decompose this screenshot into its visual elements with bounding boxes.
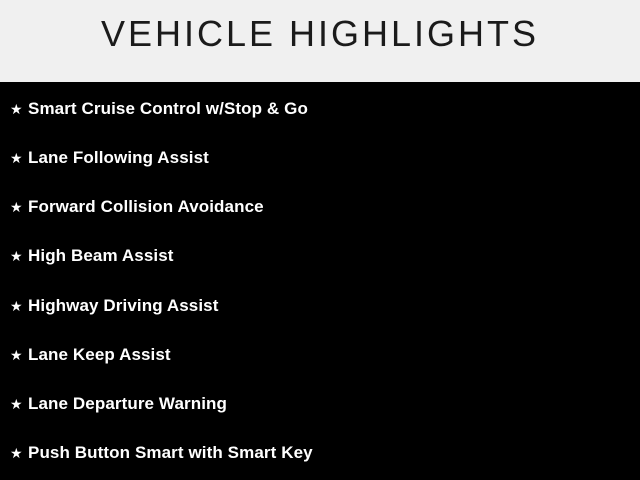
star-icon: ★ [10, 149, 23, 166]
star-icon: ★ [10, 396, 23, 413]
star-icon: ★ [10, 248, 23, 265]
star-icon: ★ [10, 445, 23, 462]
list-item [0, 232, 640, 281]
feature-label: Smart Cruise Control w/Stop & Go [28, 98, 308, 118]
list-item [0, 84, 640, 133]
star-icon: ★ [10, 346, 23, 363]
star-icon: ★ [10, 100, 23, 117]
feature-label: Lane Departure Warning [28, 394, 227, 414]
star-icon: ★ [10, 297, 23, 314]
highlights-list [0, 82, 640, 480]
header-band [0, 0, 640, 82]
list-item [0, 380, 640, 429]
page-title: VEHICLE HIGHLIGHTS [100, 13, 540, 54]
list-item [0, 281, 640, 330]
list-item [0, 330, 640, 379]
list-item [0, 183, 640, 232]
feature-label: Push Button Smart with Smart Key [28, 443, 313, 463]
list-item [0, 429, 640, 478]
feature-label: Lane Keep Assist [28, 344, 171, 364]
star-icon: ★ [10, 199, 23, 216]
feature-label: High Beam Assist [28, 246, 174, 266]
feature-label: Lane Following Assist [28, 147, 209, 167]
feature-label: Highway Driving Assist [28, 295, 219, 315]
list-item [0, 133, 640, 182]
feature-label: Forward Collision Avoidance [28, 197, 264, 217]
